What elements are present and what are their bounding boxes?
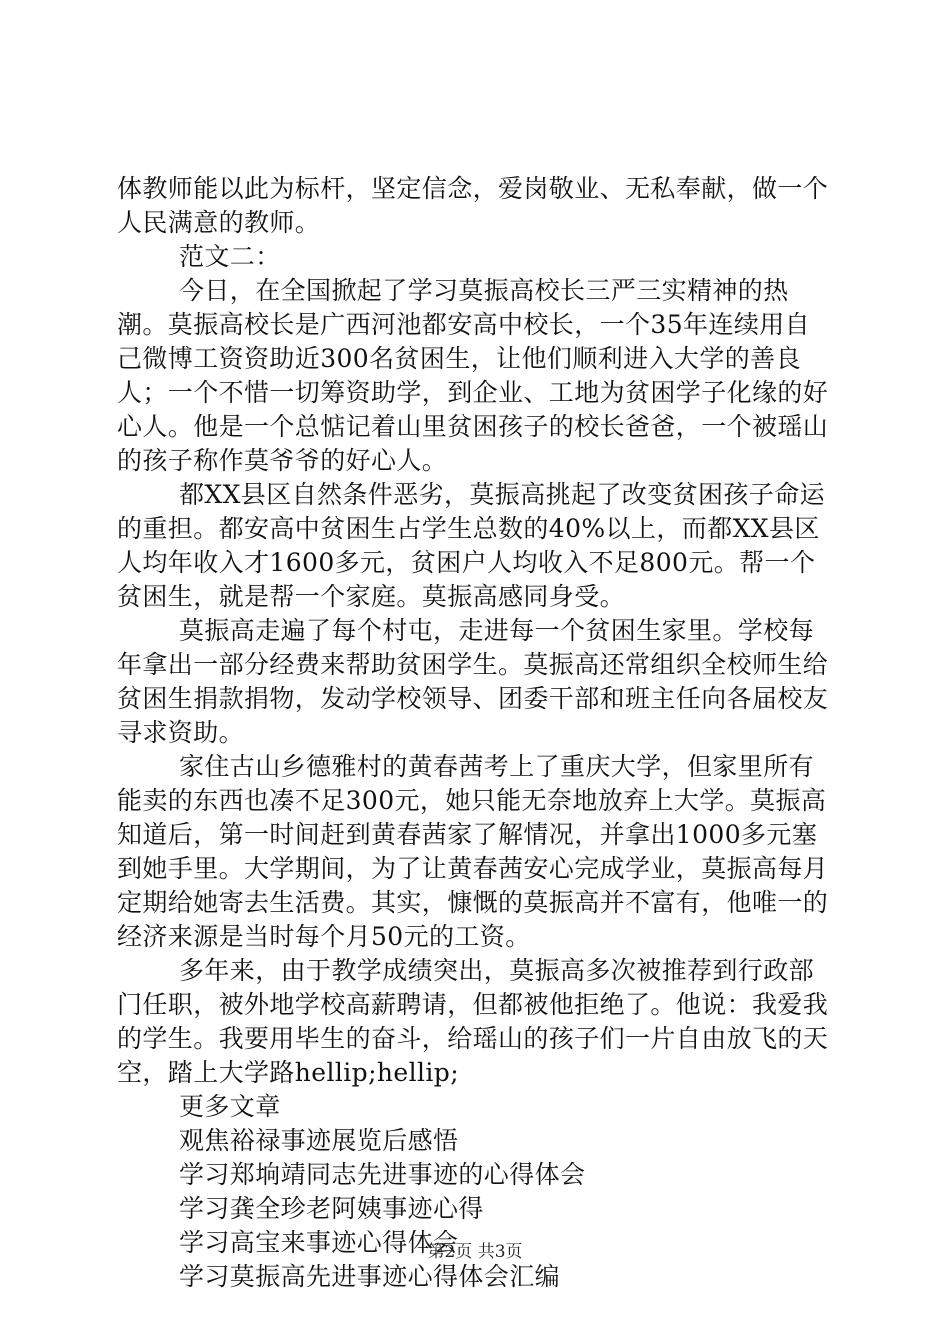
more-article-link[interactable]: 观焦裕禄事迹展览后感悟 [179, 1126, 459, 1155]
more-article-link[interactable]: 学习高宝来事迹心得体会 [179, 1228, 459, 1257]
page-footer [0, 1241, 950, 1263]
page-number-label: 第2页 共3页 [427, 1242, 523, 1262]
more-articles-list [117, 1124, 832, 1294]
more-article-link[interactable]: 学习龚全珍老阿姨事迹心得 [179, 1194, 484, 1223]
paragraph: 家住古山乡德雅村的黄春茜考上了重庆大学，但家里所有能卖的东西也凑不足300元，她只能无奈地放弃上大学。莫振高知道后，第一时间赶到黄春茜家了解情况，并拿出1000多元塞到她手里。大学期间，为了让黄春茜安心完成学业，莫振高每月定期给她寄去生活费。其实，慷慨的莫振高并不富有，他唯一的经济来源是当时每个月50元的工资。 [117, 752, 829, 951]
paragraph: 莫振高走遍了每个村屯，走进每一个贫困生家里。学校每年拿出一部分经费来帮助贫困学生。莫振高还常组织全校师生给贫困生捐款捐物，发动学校领导、团委干部和班主任向各届校友寻求资助。 [117, 616, 829, 747]
paragraph-continuation: 体教师能以此为标杆，坚定信念，爱岗敬业、无私奉献，做一个人民满意的教师。 [117, 174, 829, 237]
document-body [117, 172, 832, 1294]
more-articles-heading: 更多文章 [179, 1092, 281, 1121]
more-article-link[interactable]: 学习郑垧靖同志先进事迹的心得体会 [179, 1160, 586, 1189]
paragraph: 今日，在全国掀起了学习莫振高校长三严三实精神的热潮。莫振高校长是广西河池都安高中校长，一个35年连续用自己微博工资资助近300名贫困生，让他们顺利进入大学的善良人；一个不惜一切筹资助学，到企业、工地为贫困学子化缘的好心人。他是一个总惦记着山里贫困孩子的校长爸爸，一个被瑶山的孩子称作莫爷爷的好心人。 [117, 276, 829, 475]
paragraph: 多年来，由于教学成绩突出，莫振高多次被推荐到行政部门任职，被外地学校高薪聘请，但都被他拒绝了。他说：我爱我的学生。我要用毕生的奋斗，给瑶山的孩子们一片自由放飞的天空，踏上大学路hellip;hellip; [117, 956, 829, 1087]
more-article-link[interactable]: 学习莫振高先进事迹心得体会汇编 [179, 1262, 561, 1291]
paragraph: 都XX县区自然条件恶劣，莫振高挑起了改变贫困孩子命运的重担。都安高中贫困生占学生总数的40%以上，而都XX县区人均年收入才1600多元，贫困户人均收入不足800元。帮一个贫困生，就是帮一个家庭。莫振高感同身受。 [117, 480, 825, 611]
section-heading: 范文二： [179, 242, 281, 271]
